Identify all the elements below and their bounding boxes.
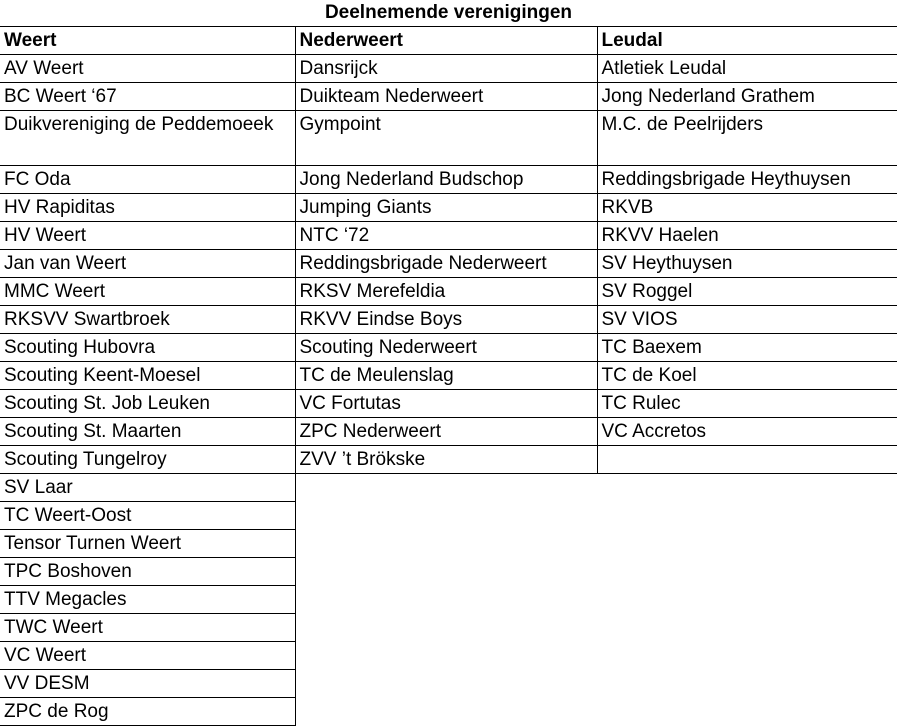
table-row [0, 390, 897, 418]
cell-nederweert: VC Fortutas [295, 390, 597, 418]
table-row [0, 670, 897, 698]
empty-cell [295, 530, 597, 558]
table-row [0, 194, 897, 222]
cell-weert: Jan van Weert [0, 250, 295, 278]
cell-leudal: SV Heythuysen [597, 250, 897, 278]
empty-cell [295, 698, 597, 726]
table-row [0, 83, 897, 111]
header-weert: Weert [0, 27, 295, 55]
cell-weert: RKSVV Swartbroek [0, 306, 295, 334]
cell-weert: Scouting Hubovra [0, 334, 295, 362]
cell-weert: TWC Weert [0, 614, 295, 642]
table-row [0, 530, 897, 558]
cell-weert: AV Weert [0, 55, 295, 83]
cell-weert: TC Weert-Oost [0, 502, 295, 530]
cell-nederweert: Reddingsbrigade Nederweert [295, 250, 597, 278]
cell-leudal: Reddingsbrigade Heythuysen [597, 166, 897, 194]
empty-cell [597, 502, 897, 530]
table-row [0, 306, 897, 334]
empty-cell [295, 642, 597, 670]
empty-cell [295, 558, 597, 586]
empty-cell [597, 670, 897, 698]
cell-weert: VC Weert [0, 642, 295, 670]
cell-leudal: M.C. de Peelrijders [597, 111, 897, 166]
table-row [0, 278, 897, 306]
table-row [0, 642, 897, 670]
cell-leudal: RKVB [597, 194, 897, 222]
cell-weert: Scouting St. Maarten [0, 418, 295, 446]
cell-weert: BC Weert ‘67 [0, 83, 295, 111]
cell-leudal: TC Baexem [597, 334, 897, 362]
cell-leudal: VC Accretos [597, 418, 897, 446]
cell-nederweert: NTC ‘72 [295, 222, 597, 250]
table-row [0, 446, 897, 474]
empty-cell [597, 474, 897, 502]
cell-weert: ZPC de Rog [0, 698, 295, 726]
cell-weert: HV Weert [0, 222, 295, 250]
cell-weert: SV Laar [0, 474, 295, 502]
table-body [0, 55, 897, 726]
empty-cell [597, 558, 897, 586]
cell-weert: HV Rapiditas [0, 194, 295, 222]
header-leudal: Leudal [597, 27, 897, 55]
table-row [0, 418, 897, 446]
associations-table [0, 26, 897, 726]
cell-weert: Scouting Tungelroy [0, 446, 295, 474]
cell-leudal: Jong Nederland Grathem [597, 83, 897, 111]
cell-leudal [597, 446, 897, 474]
cell-leudal: SV VIOS [597, 306, 897, 334]
table-row [0, 334, 897, 362]
cell-nederweert: RKVV Eindse Boys [295, 306, 597, 334]
table-row [0, 474, 897, 502]
cell-nederweert: TC de Meulenslag [295, 362, 597, 390]
cell-nederweert: Gympoint [295, 111, 597, 166]
cell-weert: FC Oda [0, 166, 295, 194]
table-row [0, 250, 897, 278]
cell-nederweert: ZVV ’t Brökske [295, 446, 597, 474]
header-nederweert: Nederweert [295, 27, 597, 55]
cell-leudal: TC Rulec [597, 390, 897, 418]
table-row [0, 614, 897, 642]
cell-weert: TTV Megacles [0, 586, 295, 614]
table-row [0, 55, 897, 83]
empty-cell [597, 698, 897, 726]
cell-leudal: TC de Koel [597, 362, 897, 390]
cell-nederweert: ZPC Nederweert [295, 418, 597, 446]
empty-cell [295, 670, 597, 698]
table-row [0, 502, 897, 530]
cell-weert: Scouting Keent-Moesel [0, 362, 295, 390]
cell-nederweert: Dansrijck [295, 55, 597, 83]
table-row [0, 111, 897, 166]
cell-weert: Scouting St. Job Leuken [0, 390, 295, 418]
empty-cell [295, 502, 597, 530]
table-title: Deelnemende verenigingen [324, 2, 573, 23]
empty-cell [597, 642, 897, 670]
empty-cell [597, 614, 897, 642]
table-row [0, 558, 897, 586]
cell-leudal: SV Roggel [597, 278, 897, 306]
cell-weert: TPC Boshoven [0, 558, 295, 586]
empty-cell [295, 614, 597, 642]
cell-leudal: Atletiek Leudal [597, 55, 897, 83]
table-row [0, 222, 897, 250]
empty-cell [597, 530, 897, 558]
cell-weert: VV DESM [0, 670, 295, 698]
empty-cell [295, 586, 597, 614]
cell-nederweert: Jong Nederland Budschop [295, 166, 597, 194]
cell-nederweert: Jumping Giants [295, 194, 597, 222]
cell-weert: Duikvereniging de Peddemoeek [0, 111, 295, 166]
cell-leudal: RKVV Haelen [597, 222, 897, 250]
empty-cell [597, 586, 897, 614]
table-row [0, 698, 897, 726]
empty-cell [295, 474, 597, 502]
cell-nederweert: RKSV Merefeldia [295, 278, 597, 306]
table-row [0, 166, 897, 194]
header-row [0, 27, 897, 55]
table-row [0, 586, 897, 614]
cell-weert: MMC Weert [0, 278, 295, 306]
cell-nederweert: Duikteam Nederweert [295, 83, 597, 111]
table-row [0, 362, 897, 390]
cell-weert: Tensor Turnen Weert [0, 530, 295, 558]
cell-nederweert: Scouting Nederweert [295, 334, 597, 362]
